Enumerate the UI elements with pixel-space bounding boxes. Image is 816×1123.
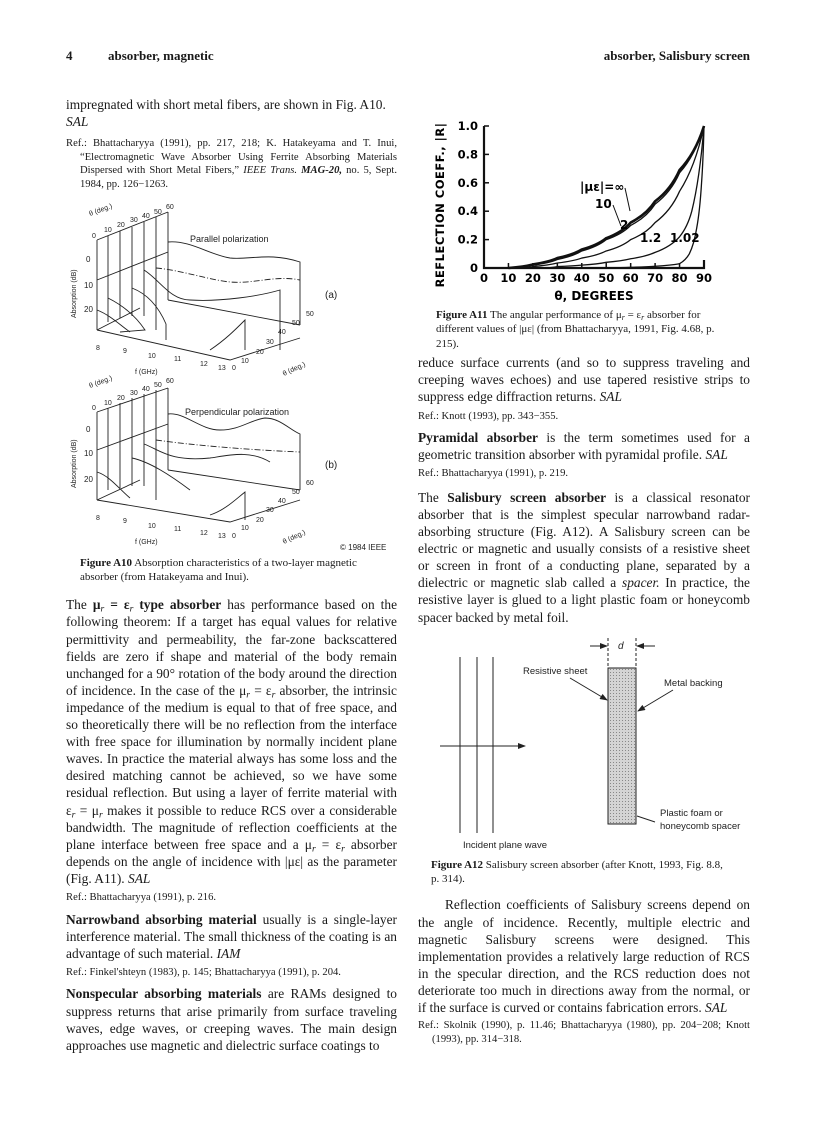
theta-tick: 40 [142,385,150,393]
x-tick-label: 80 [671,271,688,285]
right-column [418,105,750,1046]
left-column [66,96,397,1054]
theta-side-tick: 20 [256,348,264,356]
nonspecular-continued [418,354,750,405]
text-run: SAL [66,114,89,130]
panel-a-ylabel: Absorption (dB) [71,268,78,318]
series-line-2 [521,126,704,268]
x-tick-label: 60 [622,271,639,285]
theta-side-tick: 50 [306,310,314,318]
running-head-left: absorber, magnetic [108,48,214,63]
text-run: Reflection coefficients of Salisbury screens depend on the angle of incidence. Recently, multiple electric and magnetic Salisbury screens were designed. This implementation provides a relatively large reduction of RCS in the specular direction, and the RCS reduction does not deteriorate too much in directions away from the normal, or if the surface is curved or contains fabrication errors. [418,897,750,1015]
intro-paragraph [66,96,397,130]
text-run: IEEE Trans. [243,165,302,177]
f-tick: 9 [123,517,127,525]
y-tick-label: 0.2 [457,232,478,247]
text-run: Figure A10 [80,556,133,569]
theta-label: θ (deg.) [281,360,307,378]
nonspecular-reference [418,410,750,424]
x-tick-label: 10 [500,271,517,285]
metal-backing-leader [638,690,673,711]
db-tick: 10 [84,448,93,458]
f-tick: 8 [96,344,100,352]
series-line-4 [606,126,704,268]
nonspecular-paragraph [66,985,397,1053]
running-head-right: absorber, Salisbury screen [603,48,750,63]
text-run: Narrowband absorbing material [66,911,257,927]
series-line-3 [545,126,704,268]
f-tick: 12 [200,529,208,537]
f-tick: 13 [218,364,226,372]
figure-a12-caption [431,858,731,887]
text-run: r [100,603,105,615]
theta-label: θ (deg.) [88,374,114,390]
theta-tick: 50 [154,208,162,216]
x-tick-label: 30 [549,271,566,285]
reflection-paragraph [418,896,750,1016]
db-tick: 0 [86,424,91,434]
narrowband-reference [66,966,397,980]
text-run: Figure A12 [431,858,484,871]
x-tick-label: 0 [479,271,489,285]
text-run: Salisbury screen absorber [447,489,607,505]
theta-side-tick: 40 [278,497,286,505]
text-run: absorber depends on the angle of incidence with |με| as the parameter (Fig. A11). [66,836,398,886]
f-tick: 8 [96,514,100,522]
series-label: 10 [595,197,612,211]
spacer-label-line2: honeycomb spacer [660,820,741,832]
panel-b-curve-60 [168,413,300,489]
f-tick: 10 [148,522,156,530]
page-number: 4 [66,48,73,63]
panel-a-curve-30 [132,288,166,340]
series-label: |με|=∞ [580,180,625,194]
text-run: is the term sometimes used for a geometric transition absorber with pyramidal profile. [418,430,750,463]
series-label: 1.02 [670,231,700,245]
panel-b-curve-50 [156,440,300,452]
text-run: Ref.: Skolnik (1990), p. 11.46; Bhattacharyya (1980), pp. 204−208; Knott (1993), pp. 314−318. [418,1020,750,1045]
theta-side-tick: 30 [266,338,274,346]
series-label: 1.2 [640,231,662,245]
text-run: r [98,808,103,820]
incident-wave-label: Incident plane wave [463,839,547,851]
panel-a-curve-40 [144,270,280,350]
mu-eps-reference [66,891,397,905]
theta-tick: 10 [104,399,112,407]
theta-tick: 20 [117,221,125,229]
text-run: r [311,843,316,855]
text-run: no. 5, Sept. 1984, pp. 126−1263. [80,165,397,190]
panel-b-curve-10 [97,472,130,498]
text-run: absorber for different values of |με| (from Bhattacharyya, 1991, Fig. 4.68, p. 215). [436,309,715,350]
figure-a10-caption [80,556,380,585]
x-axis-label: θ, DEGREES [554,289,634,303]
theta-label: θ (deg.) [88,202,114,218]
y-tick-label: 1.0 [457,119,478,133]
theta-tick: 60 [166,377,174,385]
panel-b-curve-30 [132,458,190,490]
y-tick-label: 0.6 [457,175,478,190]
x-tick-label: 20 [524,271,541,285]
spacer-label-line1: Plastic foam or [660,807,723,819]
y-tick-label: 0.8 [457,147,478,162]
figure-a12-diagram [415,630,760,852]
text-run: The [66,597,93,613]
theta-tick: 0 [92,232,96,240]
theta-side-tick: 30 [266,506,274,514]
series-label-leader [625,188,630,211]
series-label: 2 [620,218,629,232]
text-run: r [71,808,76,820]
theta-tick: 60 [166,203,174,211]
text-run: are RAMs designed to suppress returns that arise primarily from surface traveling waves, edge waves, or creeping waves. The main design approaches use magnetic and dielectric surface coatings to [66,986,397,1053]
thickness-label: d [618,640,624,652]
spacer-leader [637,816,655,822]
pyramidal-paragraph [418,429,750,463]
text-run: μ [92,597,101,613]
text-run: Ref.: Bhattacharyya (1991), pp. 217, 218; K. Hatakeyama and T. Inui, “Electromagnetic Wave Absorber Using Ferrite Absorbing Materials Dispersed with Short Metal Fibers,” [66,138,397,177]
text-run: Pyramidal absorber [418,430,538,446]
panel-b-curve-40 [144,444,270,462]
theta-tick: 10 [104,226,112,234]
panel-a-tag: (a) [325,289,338,301]
resistive-sheet-leader [570,678,607,700]
text-run: = ε [624,309,642,321]
text-run: Nonspecular absorbing materials [66,986,262,1002]
figure-a11-chart [420,105,750,305]
text-run: r [341,843,345,855]
panel-a-curve-0 [210,320,245,350]
text-run: is a classical resonator absorber that is the simplest specular narrowband radar-absorbing structure (Fig. A12). A Salisbury screen can be electric or magnetic and usually consists of a resistive sheet or screen in front of a conducting plane, separated by a dielectric or magnetic slab called a [418,489,750,591]
pyramidal-reference [418,467,750,481]
theta-label: θ (deg.) [281,528,307,546]
text-run: impregnated with short metal fibers, are shown in Fig. A10. [66,97,386,112]
theta-side-tick: 50 [292,488,300,496]
figure-a10 [60,200,410,555]
theta-side-tick: 0 [232,532,236,540]
metal-backing-label: Metal backing [664,677,723,689]
panel-a-title: Parallel polarization [190,233,269,244]
panel-b-curve-0 [210,492,245,520]
theta-tick: 30 [130,389,138,397]
copyright-notice: © 1984 IEEE [340,542,387,552]
text-run: absorber, the intrinsic impedance of the medium is equal to that of free space, and so theoretically there will be no reflection from the interface with free space for illumination by normally incident plane waves. In practice the material always has some loss and the desired matching cannot be achieved, so we have some residual reflection. But using a layer of ferrite material with ε [66,682,397,818]
text-run: SAL [599,389,622,405]
theta-side-tick: 10 [241,524,249,532]
figure-a11-caption [436,308,736,351]
db-tick: 0 [86,254,91,264]
text-run: The [418,489,448,505]
f-tick: 12 [200,360,208,368]
theta-tick: 50 [154,381,162,389]
panel-b-tag: (b) [325,459,338,471]
f-tick: 10 [148,352,156,360]
y-tick-label: 0.4 [457,204,478,219]
theta-side-tick: 40 [278,328,286,336]
text-run: r [621,312,625,322]
text-run: r [129,603,134,615]
text-run: = ε [104,597,130,613]
f-tick: 11 [174,355,182,363]
salisbury-paragraph [418,489,750,626]
text-run: SAL [128,870,151,886]
panel-a-curve-10 [97,310,130,332]
intro-reference [66,137,397,191]
f-tick: 13 [218,532,226,540]
f-axis-label: f (GHz) [135,368,158,376]
text-run: usually is a single-layer interference material. The small thickness of the coating is an advantage of such material. [66,911,397,961]
reflection-reference [418,1019,750,1046]
text-run: Ref.: Finkel'shteyn (1983), p. 145; Bhattacharyya (1991), p. 204. [66,966,341,978]
text-run: Figure A11 [436,309,488,321]
resistive-sheet-label: Resistive sheet [523,665,588,677]
x-tick-label: 40 [573,271,590,285]
text-run: = ε [315,836,342,852]
x-tick-label: 70 [647,271,664,285]
theta-side-tick: 60 [306,479,314,487]
mu-eps-absorber-paragraph [66,596,397,887]
text-run: has performance based on the following theorem: If a target has equal values for relative permittivity and permeability, the far-zone backscattered fields are zero if shape and material of the body remain unchanged for a 90° rotation of the body around the direction of incidence. In the case of the μ [66,597,398,698]
db-tick: 10 [84,280,93,290]
text-run: Ref.: Bhattacharyya (1991), p. 216. [66,891,217,903]
y-tick-label: 0 [469,261,478,275]
panel-b-title: Perpendicular polarization [185,406,290,417]
text-run: Salisbury screen absorber (after Knott, 1993, Fig. 8.8, p. 314). [431,858,723,886]
y-axis-label: REFLECTION COEFF., |R| [433,122,447,288]
x-tick-label: 50 [598,271,615,285]
text-run: In practice, the resistive layer is glued to a light plastic foam or honeycomb spacer backed by metal foil. [418,575,751,625]
panel-a-curve-50 [156,268,300,282]
text-run: MAG-20, [301,165,343,177]
theta-side-tick: 0 [232,364,236,372]
panel-b-ylabel: Absorption (dB) [71,438,78,488]
f-tick: 11 [174,525,182,533]
text-run: SAL [705,447,728,463]
text-run: reduce surface currents (and so to suppress traveling and creeping waves echoes) and use tapered resistive strips to suppress edge diffraction returns. [418,355,750,405]
theta-tick: 0 [92,404,96,412]
spacer-slab [608,668,636,824]
db-tick: 20 [84,474,93,484]
theta-tick: 30 [130,216,138,224]
text-run: r [246,689,251,701]
text-run: Ref.: Bhattacharyya (1991), p. 219. [418,468,569,480]
text-run: = μ [75,802,99,818]
theta-tick: 20 [117,394,125,402]
f-axis-label: f (GHz) [135,538,158,546]
text-run: The angular performance of μ [487,309,622,321]
theta-tick: 40 [142,212,150,220]
theta-side-tick: 10 [241,357,249,365]
text-run: SAL [705,1000,728,1015]
text-run: IAM [216,945,241,961]
x-tick-label: 90 [695,271,713,285]
text-run: Ref.: Knott (1993), pp. 343−355. [418,410,559,422]
db-tick: 20 [84,304,93,314]
theta-side-tick: 50 [292,319,300,327]
text-run: r [271,689,276,701]
f-tick: 9 [123,347,127,355]
text-run: type absorber [133,597,222,613]
text-run: spacer. [621,575,660,591]
theta-side-tick: 20 [256,516,264,524]
narrowband-paragraph [66,911,397,962]
text-run: makes it possible to reduce RCS over a considerable bandwidth. The magnitude of reflection coefficients at the plane interface between free space and a μ [66,802,397,852]
text-run: Absorption characteristics of a two-layer magnetic absorber (from Hatakeyama and Inui). [80,556,357,583]
text-run: = ε [250,682,272,698]
text-run: r [641,312,645,322]
